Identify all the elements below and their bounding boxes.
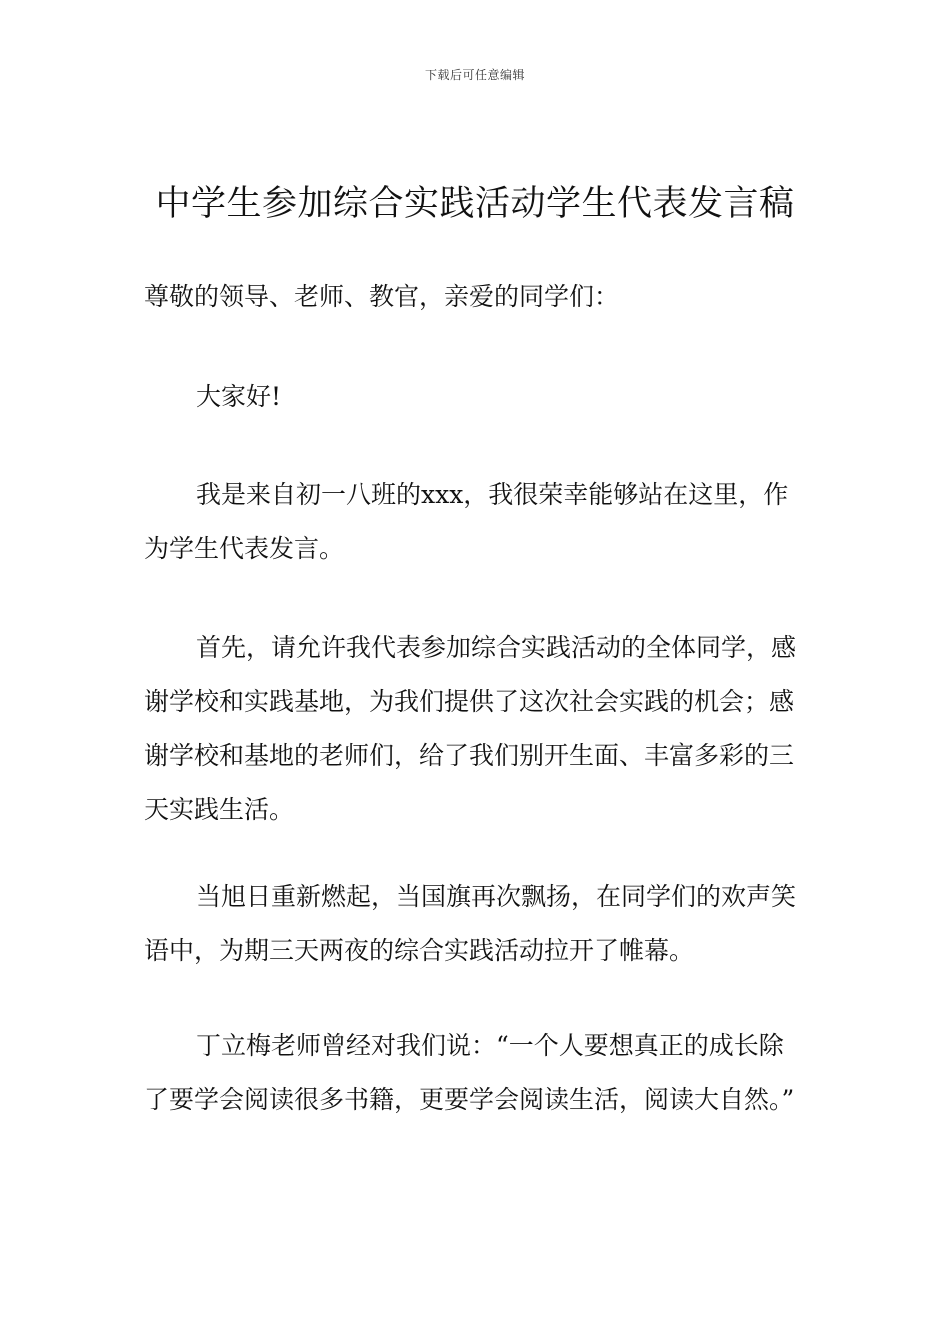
paragraph-teacher-quote: 丁立梅老师曾经对我们说：“一个人要想真正的成长除了要学会阅读很多书籍，更要学会阅读生活，阅读大自然。” [144, 1031, 795, 1114]
document-title: 中学生参加综合实践活动学生代表发言稿 [155, 184, 795, 224]
paragraph-opening: 大家好! [196, 382, 282, 411]
paragraph-thanks: 首先，请允许我代表参加综合实践活动的全体同学，感谢学校和实践基地，为我们提供了这次社会实践的机会；感谢学校和基地的老师们，给了我们别开生面、丰富多彩的三天实践生活。 [144, 633, 797, 824]
paragraph-opening-ceremony: 当旭日重新燃起，当国旗再次飘扬，在同学们的欢声笑语中，为期三天两夜的综合实践活动拉开了帷幕。 [144, 882, 797, 965]
header-note: 下载后可任意编辑 [424, 68, 525, 82]
salutation: 尊敬的领导、老师、教官，亲爱的同学们： [144, 282, 620, 311]
paragraph-introduction: 我是来自初一八班的xxx，我很荣幸能够站在这里，作为学生代表发言。 [144, 480, 789, 563]
